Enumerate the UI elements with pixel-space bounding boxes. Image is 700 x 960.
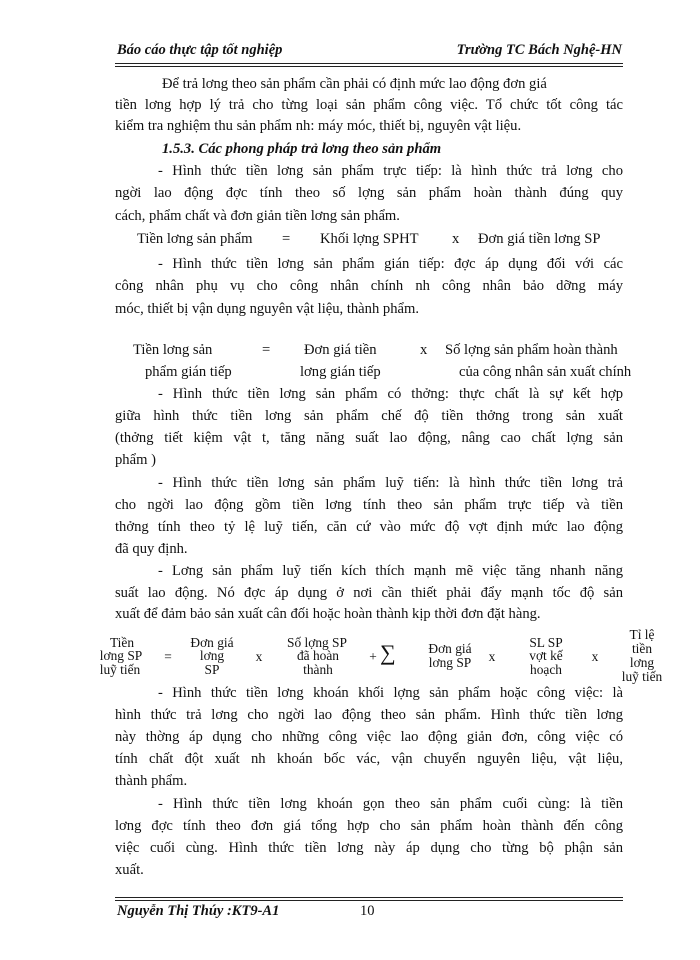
body-line: - Lơng sản phẩm luỹ tiến kích thích mạnh mẽ việc tăng nhanh năng — [158, 563, 623, 579]
formula-times: x — [255, 649, 263, 664]
formula-term: vợt kế — [529, 648, 563, 663]
formula-term: lơng SP — [428, 655, 472, 670]
body-line: việc cuối cùng. Hình thức tiền lơng này áp dụng cho từng bộ phận sản — [115, 840, 623, 856]
formula-times: x — [488, 649, 496, 664]
body-line: móc, thiết bị vận dụng nguyên vật liệu, thành phẩm. — [115, 301, 419, 317]
formula-term: lơng — [629, 655, 655, 670]
body-line: phẩm ) — [115, 452, 156, 468]
formula-term: SP — [204, 662, 220, 677]
body-line: - Hình thức tiền lơng sản phẩm luỹ tiến: là hình thức tiền lơng trả — [158, 475, 623, 491]
page-number: 10 — [360, 903, 375, 919]
formula-term: luỹ tiến — [621, 669, 663, 684]
body-line: - Hình thức tiền lơng khoán khối lợng sản phẩm hoặc công việc: là — [158, 685, 623, 701]
formula-lhs: lơng SP — [99, 648, 143, 663]
formula-term: Đơn giá — [428, 641, 472, 656]
footer-rule — [115, 897, 623, 898]
body-line: ngời lao động đợc tính theo số lợng sản phẩm hoàn thành đúng quy — [115, 185, 623, 201]
body-line: công nhân phụ vụ cho công nhân chính nh công nhân bảo dỡng máy — [115, 278, 623, 294]
body-line: cách, phẩm chất và đơn giản tiền lơng sản phẩm. — [115, 208, 400, 224]
formula-times: x — [420, 342, 428, 358]
body-line: xuất. — [115, 862, 144, 878]
body-line: suất lao động. Nó đợc áp dụng ở nơi cần thiết phải đẩy mạnh tốc độ sản — [115, 585, 623, 601]
body-line: thành phẩm. — [115, 773, 188, 789]
body-line: đã quy định. — [115, 541, 188, 557]
formula-term: Khối lợng SPHT — [320, 231, 419, 247]
formula-lhs: Tiền — [109, 635, 135, 650]
formula-term: Đơn giá tiền — [304, 342, 377, 358]
body-line: - Hình thức tiền lơng khoán gọn theo sản phẩm cuối cùng: là tiền — [158, 796, 623, 812]
formula-term: SL SP — [529, 635, 563, 650]
body-line: - Hình thức tiền lơng sản phẩm trực tiếp: là hình thức trả lơng cho — [158, 163, 623, 179]
body-line: Để trả lơng theo sản phẩm cần phải có định mức lao động đơn giá — [162, 76, 547, 92]
page-header — [117, 40, 622, 62]
footer-rule-double — [115, 900, 623, 901]
formula-lhs: luỹ tiến — [99, 662, 141, 677]
formula-term: đã hoàn — [296, 648, 340, 663]
formula-equals: = — [164, 649, 172, 664]
header-rule-double — [115, 66, 623, 67]
body-line: xuất để đảm bảo sản xuất cân đối hoặc hoàn thành kịp thời đơn đặt hàng. — [115, 606, 541, 622]
formula-equals: = — [282, 231, 291, 247]
formula-term: lơng gián tiếp — [300, 364, 381, 380]
body-line: (thởng tiết kiệm vật t, tăng năng suất lao động, nâng cao chất lợng sản — [115, 430, 623, 446]
formula-term: Tỉ lệ — [629, 627, 655, 642]
body-line: tính chất đột xuất nh khoán bốc vác, vận chuyển nguyên liệu, vật liệu, — [115, 751, 623, 767]
formula-lhs: Tiền lơng sản phẩm — [137, 231, 253, 247]
formula-term: của công nhân sản xuất chính — [459, 364, 632, 380]
section-heading: 1.5.3. Các phong pháp trả lơng theo sản phẩm — [162, 141, 442, 157]
body-line: thởng tính theo tỷ lệ luỹ tiến, căn cứ vào mức độ vợt định mức lao động — [115, 519, 623, 535]
formula-times: x — [591, 649, 599, 664]
header-rule — [115, 63, 623, 64]
formula-lhs: Tiền lơng sản — [133, 342, 213, 358]
formula-term: Số lợng sản phẩm hoàn thành — [445, 342, 618, 358]
formula-term: Số lợng SP — [287, 635, 347, 650]
body-line: tiền lơng hợp lý trả cho từng loại sản phẩm công việc. Tổ chức tốt công tác — [115, 97, 623, 113]
formula-lhs: phẩm gián tiếp — [145, 364, 232, 380]
body-line: - Hình thức tiền lơng sản phẩm có thởng: thực chất là sự kết hợp — [158, 386, 623, 402]
formula-plus: + — [369, 649, 377, 664]
body-line: kiểm tra nghiệm thu sản phẩm nh: máy móc, thiết bị, nguyên vật liệu. — [115, 118, 522, 134]
header-school-name: Trường TC Bách Nghệ-HN — [456, 42, 622, 58]
formula-term: thành — [303, 662, 333, 677]
formula-equals: = — [262, 342, 271, 358]
formula-term: lơng — [199, 648, 225, 663]
formula-term: tiền — [631, 641, 653, 656]
body-line: - Hình thức tiền lơng sản phẩm gián tiếp: đợc áp dụng đối với các — [158, 256, 623, 272]
body-line: lơng đợc tính theo đơn giá tổng hợp cho sản phẩm hoàn thành đến công — [115, 818, 623, 834]
header-report-title: Báo cáo thực tập tốt nghiệp — [117, 42, 283, 58]
body-line: giữa hình thức tiền lơng sản phẩm chế độ tiền thởng trong sản xuất — [115, 408, 623, 424]
formula-term: Đơn giá tiền lơng SP — [478, 231, 601, 247]
formula-term: Đơn giá — [190, 635, 234, 650]
formula-term: hoạch — [530, 662, 562, 677]
body-line: cho ngời lao động gồm tiền lơng tính theo sản phẩm trực tiếp và tiền — [115, 497, 623, 513]
formula-times: x — [452, 231, 460, 247]
sigma-symbol: ∑ — [380, 640, 396, 665]
body-line: hình thức trả lơng cho ngời lao động theo sản phẩm. Hình thức tiền lơng — [115, 707, 623, 723]
body-line: này thờng áp dụng cho những công việc lao động giản đơn, công việc có — [115, 729, 623, 745]
footer-author: Nguyễn Thị Thúy :KT9-A1 — [117, 903, 280, 919]
